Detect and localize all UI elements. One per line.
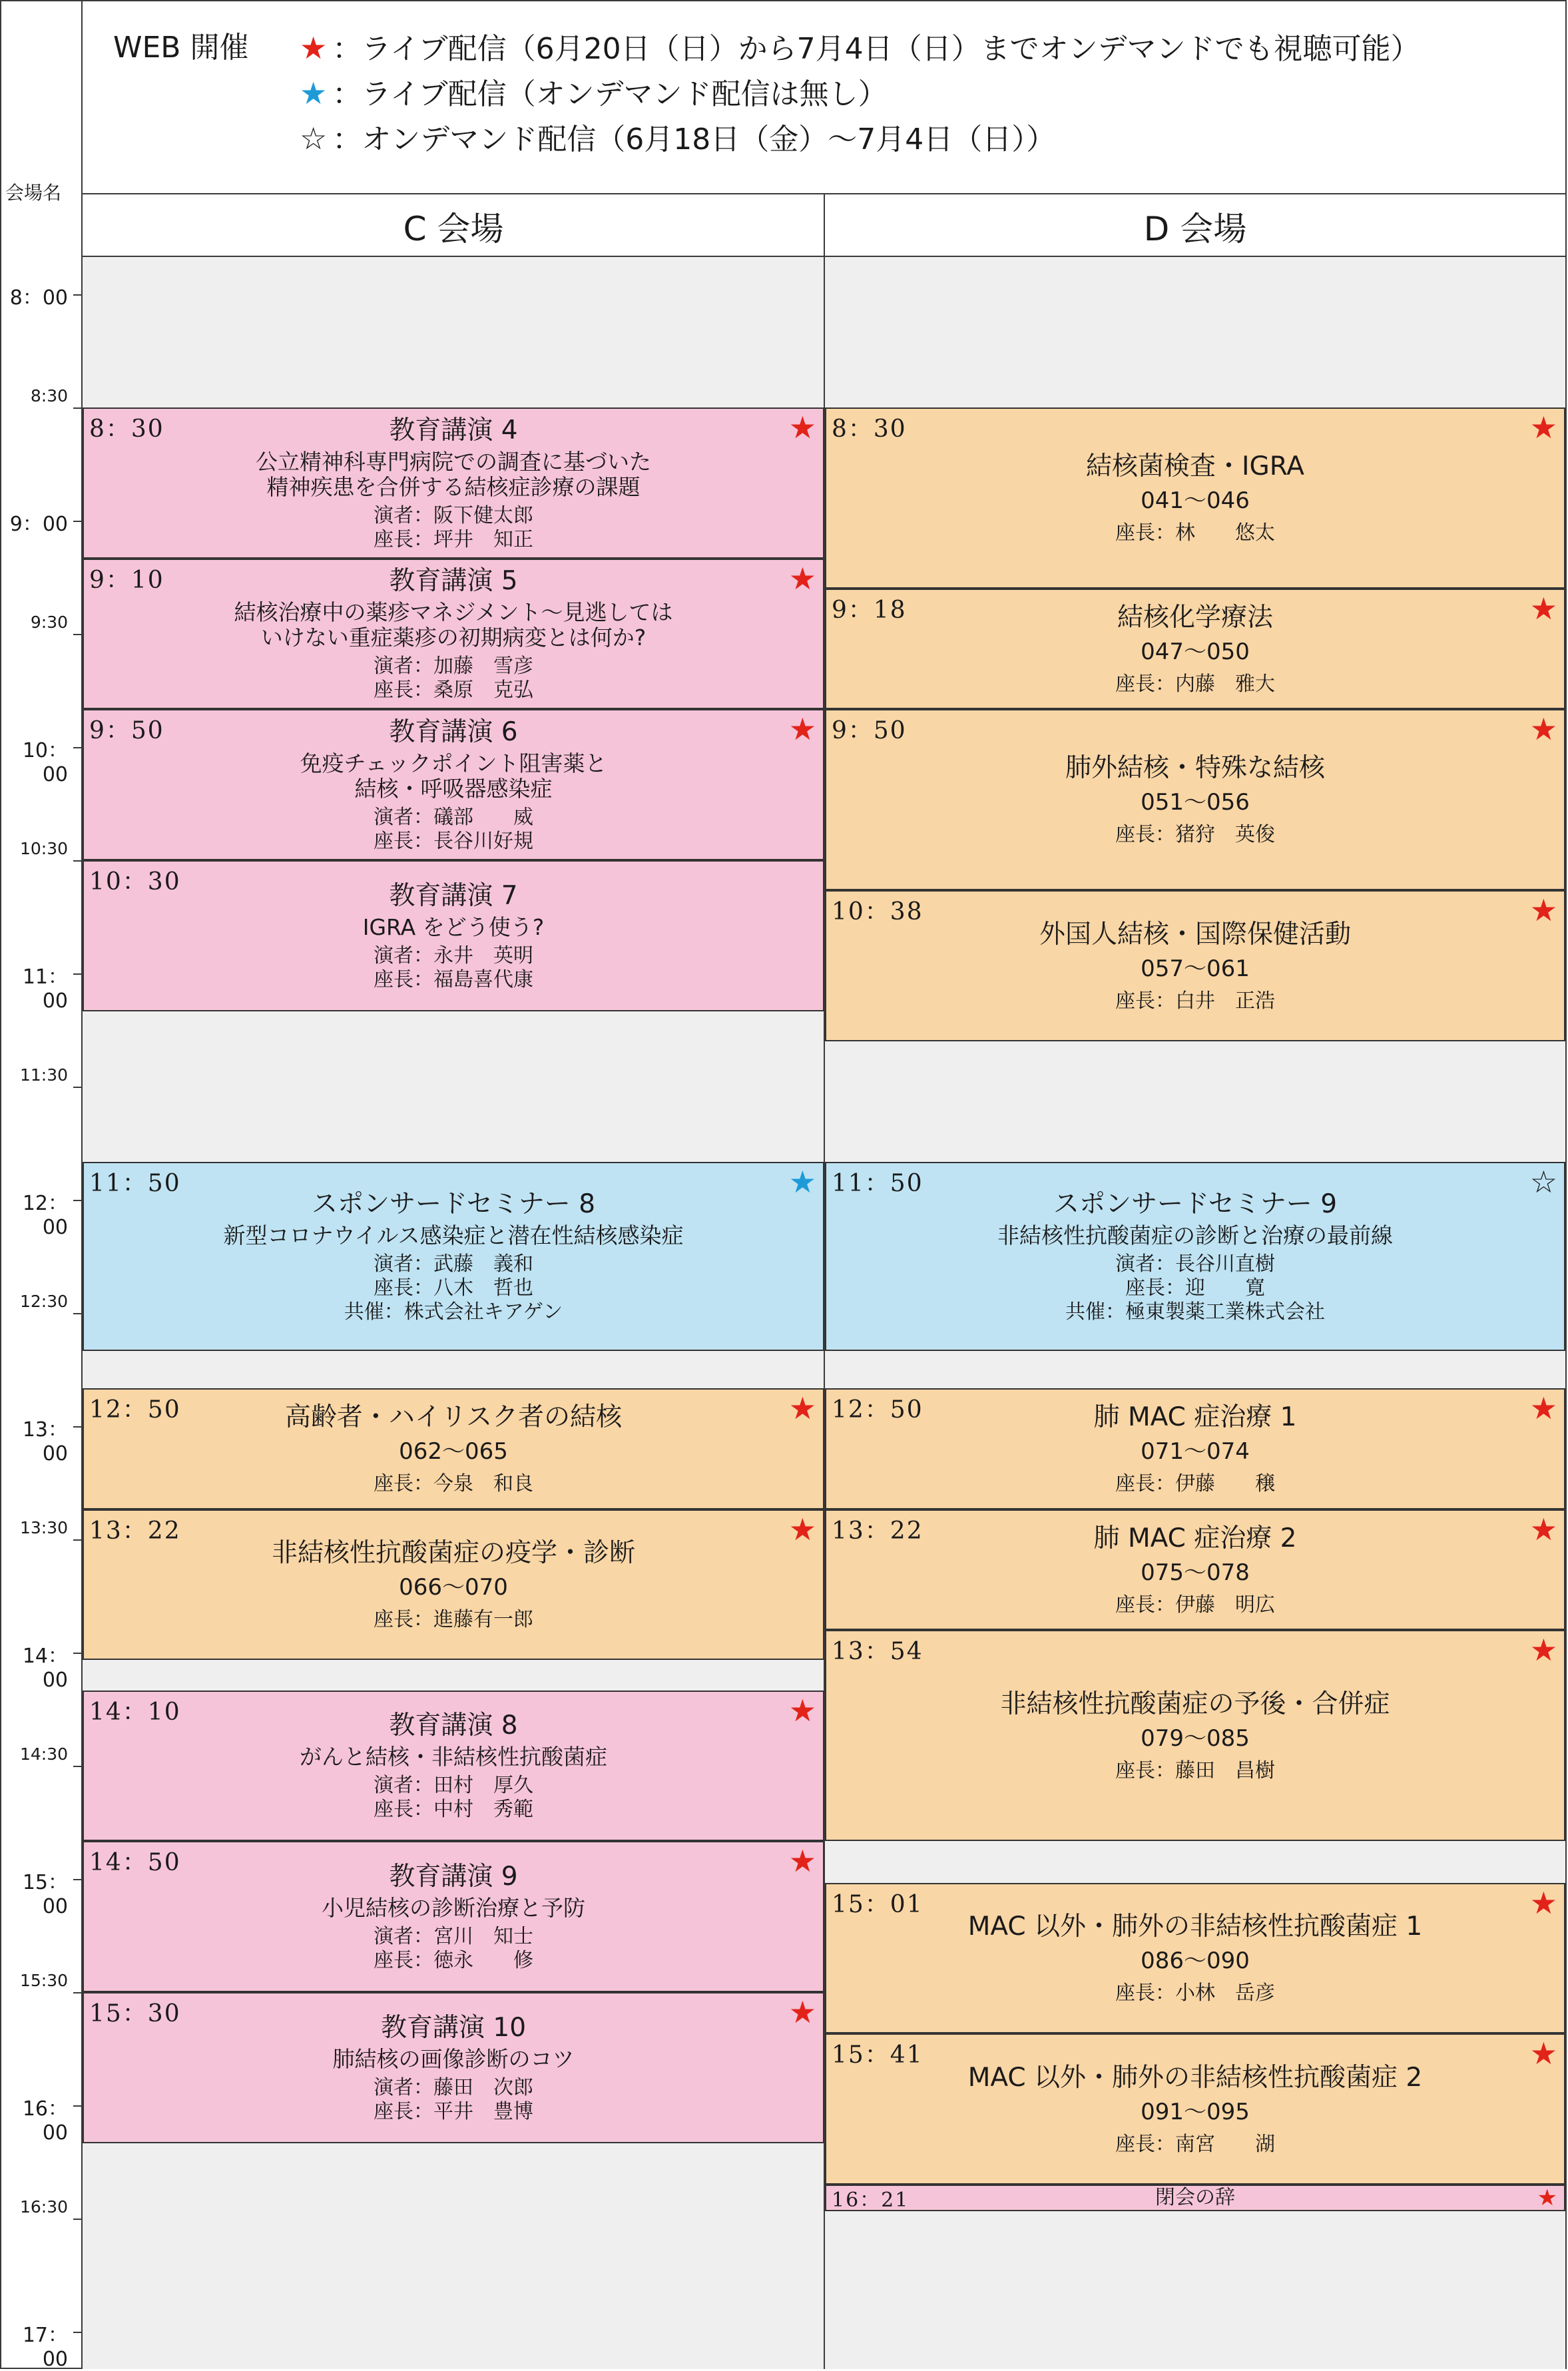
time-tick-label: 16：00 [22, 2097, 68, 2145]
session-person: 座長：長谷川好規 [374, 829, 533, 853]
blue-star-icon: ★ [300, 75, 328, 111]
session-person: 座長：小林 岳彦 [1115, 1981, 1275, 2005]
session-start-time: 14：10 [89, 1699, 181, 1726]
red-star-icon: ★ [300, 30, 328, 66]
session-content [826, 410, 1564, 585]
session-abstract-range: 071〜074 [1141, 1438, 1250, 1465]
session-person: 演者：阪下健太郎 [374, 503, 533, 527]
session-block[interactable] [825, 1509, 1565, 1630]
session-block[interactable] [825, 2033, 1565, 2185]
session-title: 高齢者・ハイリスク者の結核 [284, 1402, 623, 1432]
red-star-icon: ★ [1529, 892, 1557, 928]
session-block[interactable] [83, 1992, 824, 2143]
session-person: 座長：福島喜代康 [374, 967, 533, 991]
session-start-time: 8：30 [89, 415, 164, 443]
session-block[interactable] [83, 1841, 824, 1992]
session-person: 座長：林 悠太 [1115, 521, 1275, 545]
red-star-icon: ★ [1529, 2035, 1557, 2071]
session-content [84, 1512, 823, 1656]
session-start-time: 15：41 [832, 2041, 923, 2069]
time-tick-label: 9：00 [9, 513, 68, 536]
session-start-time: 15：01 [832, 1891, 923, 1918]
session-person: 演者：藤田 次郎 [374, 2075, 533, 2099]
session-title: 結核菌検査・IGRA [1086, 451, 1304, 481]
session-content [84, 1995, 823, 2139]
session-content [84, 1165, 823, 1347]
time-tick-mark [73, 1992, 83, 1993]
session-subtitle: 結核治療中の薬疹マネジメント〜見逃しては [234, 599, 673, 625]
session-title: MAC 以外・肺外の非結核性抗酸菌症 1 [967, 1912, 1423, 1942]
red-star-icon: ★ [1529, 591, 1557, 627]
session-person: 座長：内藤 雅大 [1115, 672, 1275, 696]
session-title: 結核化学療法 [1117, 602, 1273, 633]
legend-live-only: ★ ：ライブ配信（オンデマンド配信は無し） [300, 75, 888, 111]
time-tick-mark [73, 860, 83, 862]
outline-star-icon: ☆ [1529, 1164, 1557, 1200]
session-block[interactable] [825, 709, 1565, 890]
session-title: 教育講演 8 [389, 1711, 518, 1740]
session-abstract-range: 051〜056 [1141, 789, 1250, 816]
session-content [826, 893, 1564, 1037]
session-title: 肺 MAC 症治療 2 [1093, 1523, 1297, 1553]
session-content [826, 591, 1564, 705]
session-person: 座長：猪狩 英俊 [1115, 823, 1275, 846]
time-tick-label: 12:30 [19, 1292, 68, 1311]
session-block[interactable] [83, 407, 824, 559]
red-star-icon: ★ [1529, 711, 1557, 747]
session-title: スポンサードセミナー 9 [1053, 1189, 1338, 1219]
session-person: 座長：坪井 知正 [374, 527, 533, 551]
session-block[interactable] [825, 1883, 1565, 2033]
session-title: 非結核性抗酸菌症の疫学・診断 [271, 1538, 635, 1568]
session-abstract-range: 075〜078 [1141, 1559, 1250, 1586]
session-person: 座長：南宮 湖 [1115, 2132, 1275, 2156]
session-content [84, 410, 823, 555]
session-block[interactable] [825, 2185, 1565, 2211]
session-start-time: 13：54 [832, 1638, 923, 1665]
session-person: 共催：株式会社キアゲン [344, 1300, 563, 1324]
session-start-time: 16：21 [832, 2189, 910, 2212]
session-start-time: 15：30 [89, 2000, 181, 2027]
time-tick-label: 8：00 [9, 286, 68, 310]
session-content [84, 712, 823, 856]
session-content [84, 863, 823, 1007]
time-tick-label: 9:30 [30, 613, 68, 632]
session-start-time: 13：22 [832, 1517, 923, 1545]
session-subtitle: 精神疾患を合併する結核症診療の課題 [266, 473, 641, 500]
session-subtitle: 非結核性抗酸菌症の診断と治療の最前線 [997, 1222, 1393, 1248]
session-person: 演者：宮川 知士 [374, 1924, 533, 1948]
session-start-time: 9：10 [89, 567, 164, 594]
session-title: 教育講演 10 [380, 2012, 527, 2043]
time-tick-label: 17：00 [22, 2324, 68, 2371]
session-subtitle: 公立精神科専門病院での調査に基づいた [256, 448, 651, 475]
time-tick-mark [73, 2219, 83, 2220]
session-start-time: 11：50 [832, 1170, 923, 1197]
time-tick-mark [73, 973, 83, 975]
session-person: 演者：加藤 雪彦 [374, 655, 533, 678]
time-tick-label: 16:30 [19, 2197, 68, 2217]
session-person: 座長：藤田 昌樹 [1115, 1758, 1275, 1782]
blue-star-icon: ★ [788, 1164, 816, 1200]
session-start-time: 14：50 [89, 1849, 181, 1876]
time-tick-label: 11:30 [19, 1065, 68, 1085]
session-content [826, 1512, 1564, 1626]
time-tick-mark [73, 634, 83, 635]
session-person: 座長：桑原 克弘 [374, 678, 533, 702]
session-title: 肺 MAC 症治療 1 [1093, 1402, 1297, 1432]
session-block[interactable] [83, 1388, 824, 1509]
session-person: 座長：伊藤 明広 [1115, 1593, 1275, 1617]
session-start-time: 12：50 [89, 1396, 181, 1424]
time-tick-label: 13:30 [19, 1518, 68, 1537]
session-person: 座長：迎 寛 [1125, 1276, 1265, 1300]
session-block[interactable] [83, 559, 824, 709]
time-tick-mark [73, 407, 83, 409]
red-star-icon: ★ [788, 1994, 816, 2030]
session-title: MAC 以外・肺外の非結核性抗酸菌症 2 [967, 2062, 1423, 2093]
session-content [84, 1844, 823, 1988]
session-content [826, 2036, 1564, 2181]
time-tick-mark [73, 1313, 83, 1314]
session-start-time: 9：50 [89, 717, 164, 744]
session-person: 演者：田村 厚久 [374, 1774, 533, 1797]
session-content [826, 712, 1564, 886]
red-star-icon: ★ [1529, 1390, 1557, 1426]
session-start-time: 9：18 [832, 597, 907, 624]
session-start-time: 8：30 [832, 415, 907, 443]
session-start-time: 11：50 [89, 1170, 181, 1197]
session-title: 教育講演 9 [389, 1861, 518, 1892]
session-person: 演者：礒部 威 [374, 805, 533, 829]
red-star-icon: ★ [1529, 1632, 1557, 1668]
red-star-icon: ★ [788, 1390, 816, 1426]
session-title: 肺外結核・特殊な結核 [1065, 753, 1325, 783]
session-title: 教育講演 5 [389, 566, 518, 596]
time-tick-mark [73, 1766, 83, 1767]
red-star-icon: ★ [1529, 409, 1557, 445]
session-abstract-range: 079〜085 [1141, 1724, 1250, 1752]
time-tick-label: 11：00 [22, 965, 68, 1013]
session-person: 座長：今泉 和良 [374, 1472, 533, 1495]
session-person: 座長：平井 豊博 [374, 2099, 533, 2123]
red-star-icon: ★ [1529, 1885, 1557, 1921]
session-block[interactable] [825, 407, 1565, 589]
session-start-time: 13：22 [89, 1517, 181, 1545]
time-tick-mark [73, 747, 83, 748]
red-star-icon: ★ [1537, 2185, 1557, 2211]
legend-live-ondemand: ★ ：ライブ配信（6月20日（日）から7月4日（日）までオンデマンドでも視聴可能） [300, 30, 1420, 66]
session-block[interactable] [825, 1162, 1565, 1351]
session-content [826, 1391, 1564, 1505]
session-abstract-range: 057〜061 [1141, 955, 1250, 982]
session-title: 教育講演 7 [389, 880, 518, 911]
time-tick-label: 10：00 [22, 739, 68, 786]
session-block[interactable] [83, 1162, 824, 1351]
session-title: 教育講演 6 [389, 716, 518, 747]
session-person: 座長：徳永 修 [374, 1948, 533, 1972]
session-content [84, 561, 823, 705]
session-person: 座長：伊藤 穣 [1115, 1472, 1275, 1495]
time-tick-mark [73, 1087, 83, 1088]
session-person: 演者：永井 英明 [374, 943, 533, 967]
session-block[interactable] [83, 860, 824, 1011]
time-tick-mark [73, 1200, 83, 1201]
time-tick-label: 13：00 [22, 1418, 68, 1465]
time-tick-mark [73, 294, 83, 296]
session-start-time: 9：50 [832, 717, 907, 744]
time-tick-label: 15：00 [22, 1871, 68, 1918]
session-abstract-range: 066〜070 [399, 1574, 508, 1601]
legend-ondemand: ☆ ：オンデマンド配信（6月18日（金）〜7月4日（日）） [300, 121, 1056, 156]
session-block[interactable] [825, 1630, 1565, 1841]
time-tick-mark [73, 1539, 83, 1541]
session-start-time: 10：30 [89, 868, 181, 896]
column-header-c: C 会場 [403, 210, 504, 248]
session-person: 演者：武藤 義和 [374, 1252, 533, 1276]
time-tick-label: 14:30 [19, 1744, 68, 1764]
session-content [826, 1165, 1564, 1347]
session-subtitle: IGRA をどう使う? [362, 914, 545, 940]
session-subtitle: がんと結核・非結核性抗酸菌症 [300, 1744, 607, 1770]
red-star-icon: ★ [788, 561, 816, 597]
red-star-icon: ★ [788, 1511, 816, 1547]
session-block[interactable] [83, 1509, 824, 1660]
session-subtitle: 新型コロナウイルス感染症と潜在性結核感染症 [223, 1222, 684, 1248]
time-tick-label: 15:30 [19, 1971, 68, 1990]
time-tick-mark [73, 521, 83, 522]
session-start-time: 12：50 [832, 1396, 923, 1424]
session-subtitle: 結核・呼吸器感染症 [354, 775, 553, 802]
red-star-icon: ★ [788, 1843, 816, 1879]
session-content [826, 1886, 1564, 2029]
red-star-icon: ★ [788, 711, 816, 747]
session-abstract-range: 062〜065 [399, 1438, 508, 1465]
session-subtitle: 肺結核の画像診断のコツ [332, 2045, 575, 2072]
session-content [84, 1391, 823, 1505]
time-tick-mark [73, 1653, 83, 1654]
time-tick-mark [73, 1426, 83, 1428]
time-tick-label: 8:30 [30, 386, 68, 405]
session-block[interactable] [825, 1388, 1565, 1509]
session-person: 座長：中村 秀範 [374, 1798, 533, 1821]
session-block[interactable] [83, 709, 824, 860]
time-tick-label: 10:30 [19, 839, 68, 858]
legend-title: WEB 開催 [113, 31, 249, 65]
red-star-icon: ★ [788, 409, 816, 445]
red-star-icon: ★ [1529, 1511, 1557, 1547]
session-content [826, 1633, 1564, 1837]
session-title: 非結核性抗酸菌症の予後・合併症 [1000, 1689, 1390, 1719]
session-content [84, 1693, 823, 1837]
session-abstract-range: 091〜095 [1141, 2098, 1250, 2125]
session-person: 座長：進藤有一郎 [374, 1608, 533, 1631]
session-person: 座長：白井 正浩 [1115, 989, 1275, 1013]
session-subtitle: いけない重症薬疹の初期病変とは何か? [260, 625, 647, 651]
session-subtitle: 小児結核の診断治療と予防 [322, 1894, 585, 1921]
session-start-time: 10：38 [832, 898, 923, 925]
session-abstract-range: 047〜050 [1141, 638, 1250, 665]
session-block[interactable] [825, 589, 1565, 709]
session-block[interactable] [825, 890, 1565, 1041]
time-tick-label: 14：00 [22, 1645, 68, 1692]
session-person: 共催：極東製薬工業株式会社 [1065, 1300, 1325, 1324]
session-abstract-range: 041〜046 [1141, 487, 1250, 514]
session-content [826, 2186, 1564, 2210]
divider-header [81, 256, 1567, 257]
venue-column-label: 会場名 [5, 182, 62, 204]
session-title: 閉会の辞 [1155, 2186, 1235, 2209]
session-title: スポンサードセミナー 8 [311, 1189, 596, 1219]
red-star-icon: ★ [788, 1693, 816, 1728]
time-tick-mark [73, 2105, 83, 2107]
session-person: 演者：長谷川直樹 [1115, 1252, 1275, 1276]
divider-legend [81, 193, 1567, 194]
session-title: 外国人結核・国際保健活動 [1039, 919, 1351, 949]
session-subtitle: 免疫チェックポイント阻害薬と [300, 750, 607, 776]
session-block[interactable] [83, 1691, 824, 1841]
column-header-d: D 会場 [1143, 210, 1247, 248]
time-tick-mark [73, 2332, 83, 2333]
outline-star-icon: ☆ [300, 121, 328, 156]
session-person: 座長：八木 哲也 [374, 1276, 533, 1300]
session-abstract-range: 086〜090 [1141, 1948, 1250, 1974]
session-title: 教育講演 4 [389, 415, 518, 445]
time-tick-label: 12：00 [22, 1192, 68, 1239]
time-tick-mark [73, 1879, 83, 1880]
